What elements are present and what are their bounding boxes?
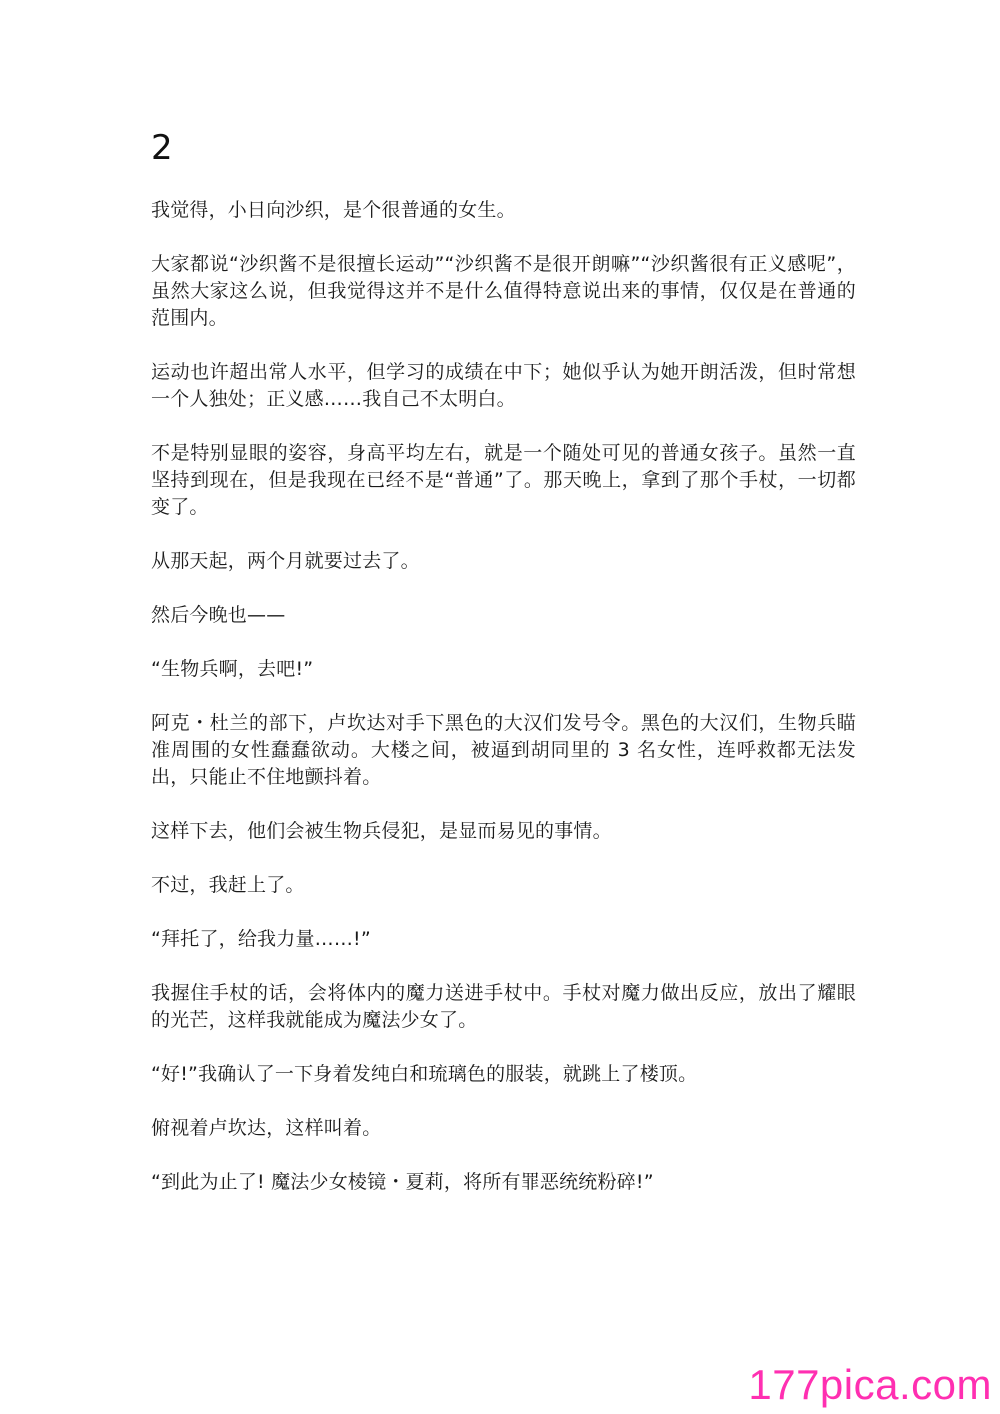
paragraph: 大家都说“沙织酱不是很擅长运动”“沙织酱不是很开朗嘛”“沙织酱很有正义感呢”，虽然大家这么说，但我觉得这并不是什么值得特意说出来的事情，仅仅是在普通的范围内。 (151, 253, 856, 329)
chapter-number: 2 (151, 128, 173, 168)
paragraph: 阿克・杜兰的部下，卢坎达对手下黑色的大汉们发号令。黑色的大汉们，生物兵瞄准周围的女性蠢蠢欲动。大楼之间，被逼到胡同里的 3 名女性，连呼救都无法发出，只能止不住地颤抖着。 (151, 712, 856, 788)
paragraph: 然后今晚也—— (151, 604, 286, 626)
dialogue-line: “到此为止了! 魔法少女棱镜・夏莉，将所有罪恶统统粉碎!” (151, 1171, 654, 1193)
paragraph: 不是特别显眼的姿容，身高平均左右，就是一个随处可见的普通女孩子。虽然一直坚持到现在，但是我现在已经不是“普通”了。那天晚上，拿到了那个手杖，一切都变了。 (151, 442, 856, 518)
paragraph: 从那天起，两个月就要过去了。 (151, 550, 420, 572)
paragraph-gap (151, 1142, 856, 1169)
dialogue-line: “拜托了，给我力量……!” (151, 928, 371, 950)
chapter-body (151, 197, 856, 1196)
dialogue-line: “生物兵啊，去吧!” (151, 658, 314, 680)
paragraph-gap (151, 413, 856, 440)
paragraph-gap (151, 683, 856, 710)
paragraph: 不过，我赶上了。 (151, 874, 305, 896)
paragraph: 我握住手杖的话，会将体内的魔力送进手杖中。手杖对魔力做出反应，放出了耀眼的光芒，这样我就能成为魔法少女了。 (151, 982, 856, 1031)
paragraph-gap (151, 629, 856, 656)
paragraph: 这样下去，他们会被生物兵侵犯，是显而易见的事情。 (151, 820, 612, 842)
paragraph-gap (151, 575, 856, 602)
paragraph-gap (151, 332, 856, 359)
paragraph-gap (151, 1034, 856, 1061)
paragraph-gap (151, 953, 856, 980)
watermark-text: 177pica.com (748, 1361, 992, 1408)
paragraph: 俯视着卢坎达，这样叫着。 (151, 1117, 382, 1139)
paragraph-gap (151, 845, 856, 872)
paragraph-gap (151, 224, 856, 251)
paragraph-gap (151, 1088, 856, 1115)
paragraph-gap (151, 791, 856, 818)
paragraph-gap (151, 899, 856, 926)
dialogue-line: “好!”我确认了一下身着发纯白和琉璃色的服装，就跳上了楼顶。 (151, 1063, 698, 1085)
paragraph: 运动也许超出常人水平，但学习的成绩在中下；她似乎认为她开朗活泼，但时常想一个人独处；正义感……我自己不太明白。 (151, 361, 856, 410)
paragraph: 我觉得，小日向沙织，是个很普通的女生。 (151, 199, 516, 221)
paragraph-gap (151, 521, 856, 548)
